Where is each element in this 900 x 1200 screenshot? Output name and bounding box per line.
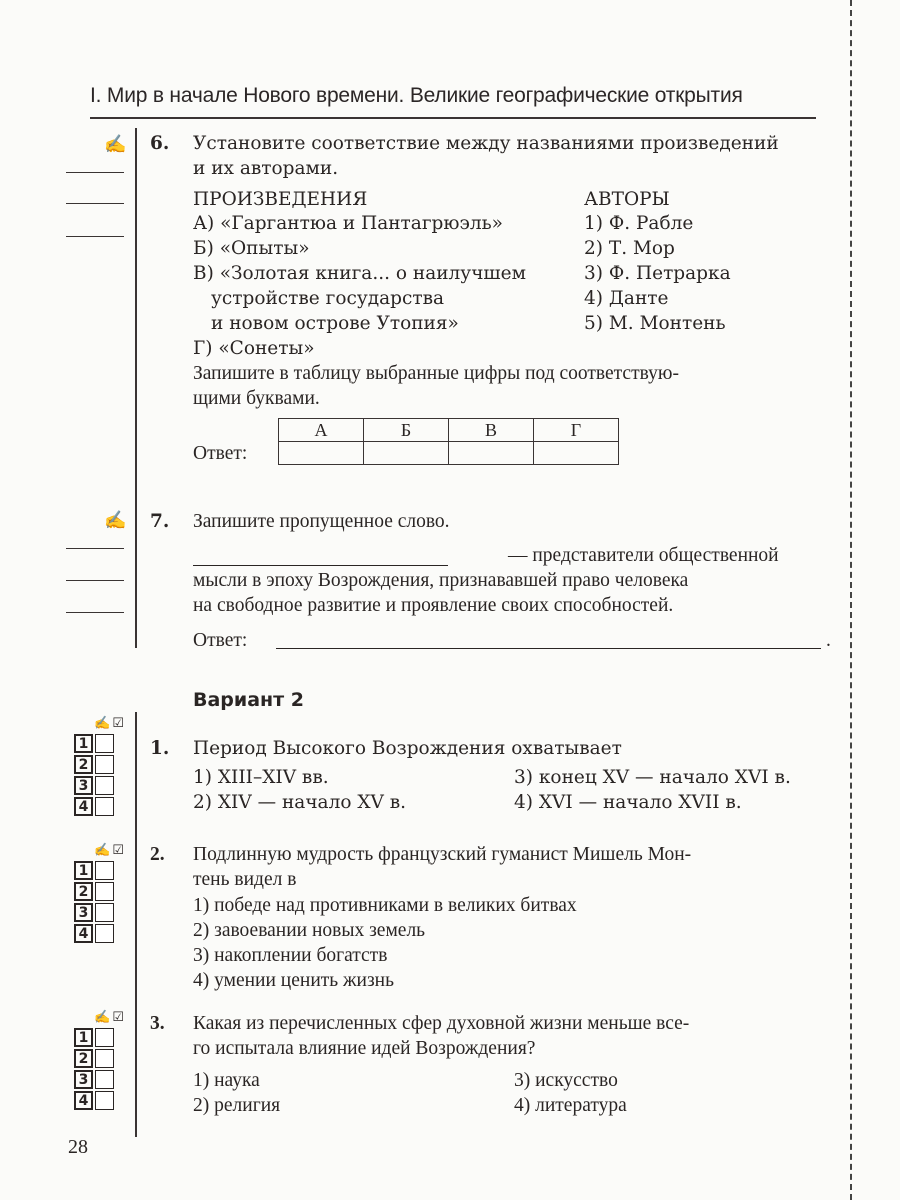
answer-label: Ответ: [193,443,248,464]
q3-text: го испытала влияние идей Возрождения? [193,1038,536,1059]
author-item: 1) Ф. Рабле [584,213,694,234]
missing-word-blank[interactable] [193,545,448,566]
score-line[interactable] [66,580,124,581]
answer-cell[interactable] [279,442,364,465]
answer-table [278,418,619,465]
author-item: 5) М. Монтень [584,313,726,334]
task-6-prompt-line2: и их авторами. [193,158,339,179]
task-7-answer-field[interactable] [276,628,821,649]
score-line[interactable] [66,236,124,237]
grid-number: 3 [74,903,93,922]
task-7-line1: — представители общественной [508,545,779,566]
grid-number: 2 [74,882,93,901]
grid-number: 2 [74,755,93,774]
answer-checkbox[interactable] [95,1028,114,1047]
q3-option: 2) религия [193,1095,281,1116]
task-7-prompt: Запишите пропущенное слово. [193,511,450,532]
grid-number: 1 [74,734,93,753]
grid-number: 4 [74,797,93,816]
work-item: А) «Гаргантюа и Пантагрюэль» [193,213,503,234]
author-item: 3) Ф. Петрарка [584,263,731,284]
answer-period: . [826,630,831,651]
check-icon: ☑ [112,716,124,731]
answer-checkbox[interactable] [95,1070,114,1089]
answer-checkbox[interactable] [95,1091,114,1110]
q1-option: 4) XVI — начало XVII в. [514,792,742,813]
answer-col-header: Г [534,419,619,442]
answer-checkbox[interactable] [95,903,114,922]
check-icon: ☑ [112,843,124,858]
task-7-number: 7. [150,511,170,532]
work-item: Г) «Сонеты» [193,338,315,359]
header-divider [90,117,816,119]
grid-number: 4 [74,1091,93,1110]
answer-checkbox[interactable] [95,797,114,816]
score-line[interactable] [66,172,124,173]
work-item-cont: устройстве государства [211,288,445,309]
page-number: 28 [68,1136,88,1158]
answer-grid-q2 [74,843,124,945]
authors-heading: АВТОРЫ [584,189,670,210]
q3-option: 1) наука [193,1070,260,1091]
grid-number: 2 [74,1049,93,1068]
q3-number: 3. [150,1013,165,1034]
q2-text: Подлинную мудрость французский гуманист Мишель Мон- [193,844,692,865]
pen-icon: ✍ [104,510,127,531]
score-line[interactable] [66,203,124,204]
author-item: 2) Т. Мор [584,238,675,259]
variant-title: Вариант 2 [193,689,305,711]
grid-number: 3 [74,1070,93,1089]
work-item-cont: и новом острове Утопия» [211,313,459,334]
pen-icon: ✍ [94,716,111,731]
q1-text: Период Высокого Возрождения охватывает [193,738,622,759]
answer-checkbox[interactable] [95,924,114,943]
answer-checkbox[interactable] [95,776,114,795]
answer-grid-q3 [74,1010,124,1112]
q1-number: 1. [150,738,170,759]
score-line[interactable] [66,548,124,549]
task-6-number: 6. [150,133,170,154]
margin-divider [135,712,137,1137]
q3-text: Какая из перечисленных сфер духовной жизни меньше все- [193,1013,690,1034]
answer-col-header: А [279,419,364,442]
answer-checkbox[interactable] [95,734,114,753]
answer-col-header: В [449,419,534,442]
q3-option: 3) искусство [514,1070,618,1091]
grid-number: 1 [74,861,93,880]
q2-option: 4) умении ценить жизнь [193,970,394,991]
author-item: 4) Данте [584,288,669,309]
pen-icon: ✍ [104,134,127,155]
q2-option: 1) победе над противниками в великих битвах [193,895,577,916]
q3-option: 4) литература [514,1095,627,1116]
answer-grid-q1 [74,716,124,818]
answer-checkbox[interactable] [95,882,114,901]
task-7-answer-label: Ответ: [193,630,248,651]
q1-option: 3) конец XV — начало XVI в. [514,767,791,788]
margin-divider [135,128,137,648]
grid-number: 1 [74,1028,93,1047]
answer-col-header: Б [364,419,449,442]
score-line[interactable] [66,612,124,613]
answer-checkbox[interactable] [95,755,114,774]
answer-checkbox[interactable] [95,861,114,880]
answer-checkbox[interactable] [95,1049,114,1068]
grid-number: 4 [74,924,93,943]
answer-cell[interactable] [364,442,449,465]
works-heading: ПРОИЗВЕДЕНИЯ [193,189,368,210]
work-item: Б) «Опыты» [193,238,310,259]
answer-cell[interactable] [449,442,534,465]
q2-text: тень видел в [193,869,297,890]
q1-option: 1) XIII–XIV вв. [193,767,329,788]
cut-line [850,0,852,1200]
work-item: В) «Золотая книга... о наилучшем [193,263,526,284]
task-7-line3: на свободное развитие и проявление своих способностей. [193,595,674,616]
check-icon: ☑ [112,1010,124,1025]
grid-number: 3 [74,776,93,795]
q2-option: 3) накоплении богатств [193,945,388,966]
answer-cell[interactable] [534,442,619,465]
task-7-line2: мысли в эпоху Возрождения, признававшей право человека [193,570,689,591]
pen-icon: ✍ [94,1010,111,1025]
task-6-prompt-line1: Установите соответствие между названиями произведений [193,133,779,154]
pen-icon: ✍ [94,843,111,858]
q2-option: 2) завоевании новых земель [193,920,426,941]
chapter-title: I. Мир в начале Нового времени. Великие географические открытия [90,84,743,107]
q2-number: 2. [150,844,165,865]
task-6-instruction: щими буквами. [193,388,320,409]
q1-option: 2) XIV — начало XV в. [193,792,407,813]
task-6-instruction: Запишите в таблицу выбранные цифры под соответствую- [193,363,679,384]
